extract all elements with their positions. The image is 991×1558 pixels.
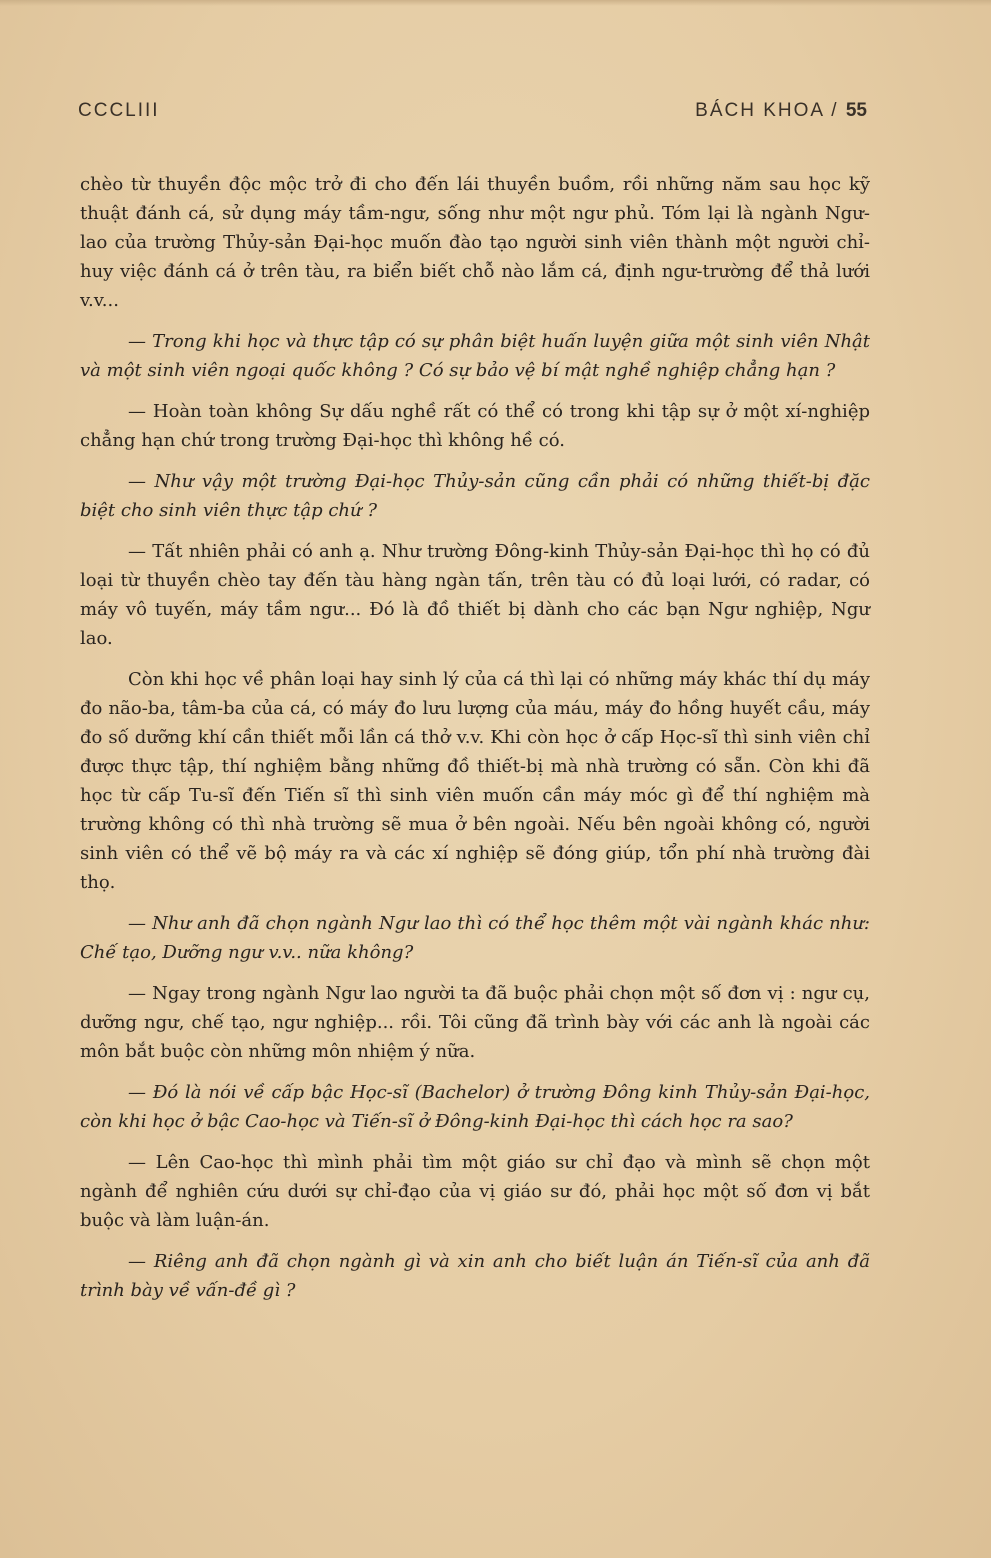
interview-question: — Trong khi học và thực tập có sự phân biệt huấn luyện giữa một sinh viên Nhật và một sinh viên ngoại quốc không ? Có sự bảo vệ bí mật nghề nghiệp chẳng hạn ?: [80, 331, 870, 381]
interview-answer: — Lên Cao-học thì mình phải tìm một giáo sư chỉ đạo và mình sẽ chọn một ngành để nghiên cứu dưới sự chỉ-đạo của vị giáo sư đó, phải học một số đơn vị bắt buộc và làm luận-án.: [80, 1152, 870, 1231]
interview-question: — Đó là nói về cấp bậc Học-sĩ (Bachelor) ở trường Đông kinh Thủy-sản Đại-học, còn khi học ở bậc Cao-học và Tiến-sĩ ở Đông-kinh Đại-học thì cách học ra sao?: [80, 1082, 870, 1132]
interview-question: — Như anh đã chọn ngành Ngư lao thì có thể học thêm một vài ngành khác như: Chế tạo, Dưỡng ngư v.v.. nữa không?: [80, 913, 870, 963]
paragraph-continuation: chèo từ thuyền độc mộc trở đi cho đến lái thuyền buồm, rồi những năm sau học kỹ thuật đánh cá, sử dụng máy tầm-ngư, sống như một ngư phủ. Tóm lại là ngành Ngư-lao của trường Thủy-sản Đại-học muốn đào tạo người sinh viên thành một người chỉ-huy việc đánh cá ở trên tàu, ra biển biết chỗ nào lắm cá, định ngư-trường để thả lưới v.v...: [80, 174, 870, 311]
interview-answer: — Tất nhiên phải có anh ạ. Như trường Đông-kinh Thủy-sản Đại-học thì họ có đủ loại từ thuyền chèo tay đến tàu hàng ngàn tấn, trên tàu có đủ loại lưới, có radar, có máy vô tuyến, máy tầm ngư... Đó là đồ thiết bị dành cho các bạn Ngư nghiệp, Ngư lao.: [80, 541, 870, 649]
running-title: [695, 100, 867, 122]
interview-question: — Như vậy một trường Đại-học Thủy-sản cũng cần phải có những thiết-bị đặc biệt cho sinh viên thực tập chứ ?: [80, 471, 870, 521]
page-edge: [0, 0, 991, 6]
interview-answer-continued: Còn khi học về phân loại hay sinh lý của cá thì lại có những máy khác thí dụ máy đo não-ba, tâm-ba của cá, có máy đo lưu lượng của máu, máy đo hồng huyết cầu, máy đo số dưỡng khí cần thiết mỗi lần cá thở v.v. Khi còn học ở cấp Học-sĩ thì sinh viên chỉ được thực tập, thí nghiệm bằng những đồ thiết-bị mà nhà trường có sẵn. Còn khi đã học từ cấp Tu-sĩ đến Tiến sĩ thì sinh viên muốn cần máy móc gì để thí nghiệm mà trường không có thì nhà trường sẽ mua ở bên ngoài. Nếu bên ngoài không có, người sinh viên có thể vẽ bộ máy ra và các xí nghiệp sẽ đóng giúp, tổn phí nhà trường đài thọ.: [80, 669, 870, 893]
page-header: [78, 100, 867, 130]
page-number: 55: [845, 100, 867, 121]
magazine-title: BÁCH KHOA: [695, 100, 825, 121]
issue-number: CCCLIII: [78, 100, 160, 121]
interview-answer: — Hoàn toàn không Sự dấu nghề rất có thể có trong khi tập sự ở một xí-nghiệp chẳng hạn chứ trong trường Đại-học thì không hề có.: [80, 401, 870, 451]
interview-answer: — Ngay trong ngành Ngư lao người ta đã buộc phải chọn một số đơn vị : ngư cụ, dưỡng ngư, chế tạo, ngư nghiệp... rồi. Tôi cũng đã trình bày với các anh là ngoài các môn bắt buộc còn những môn nhiệm ý nữa.: [80, 983, 870, 1062]
header-separator: /: [831, 100, 839, 121]
article-body: [80, 170, 870, 1317]
interview-question: — Riêng anh đã chọn ngành gì và xin anh cho biết luận án Tiến-sĩ của anh đã trình bày về vấn-đề gì ?: [80, 1251, 870, 1301]
